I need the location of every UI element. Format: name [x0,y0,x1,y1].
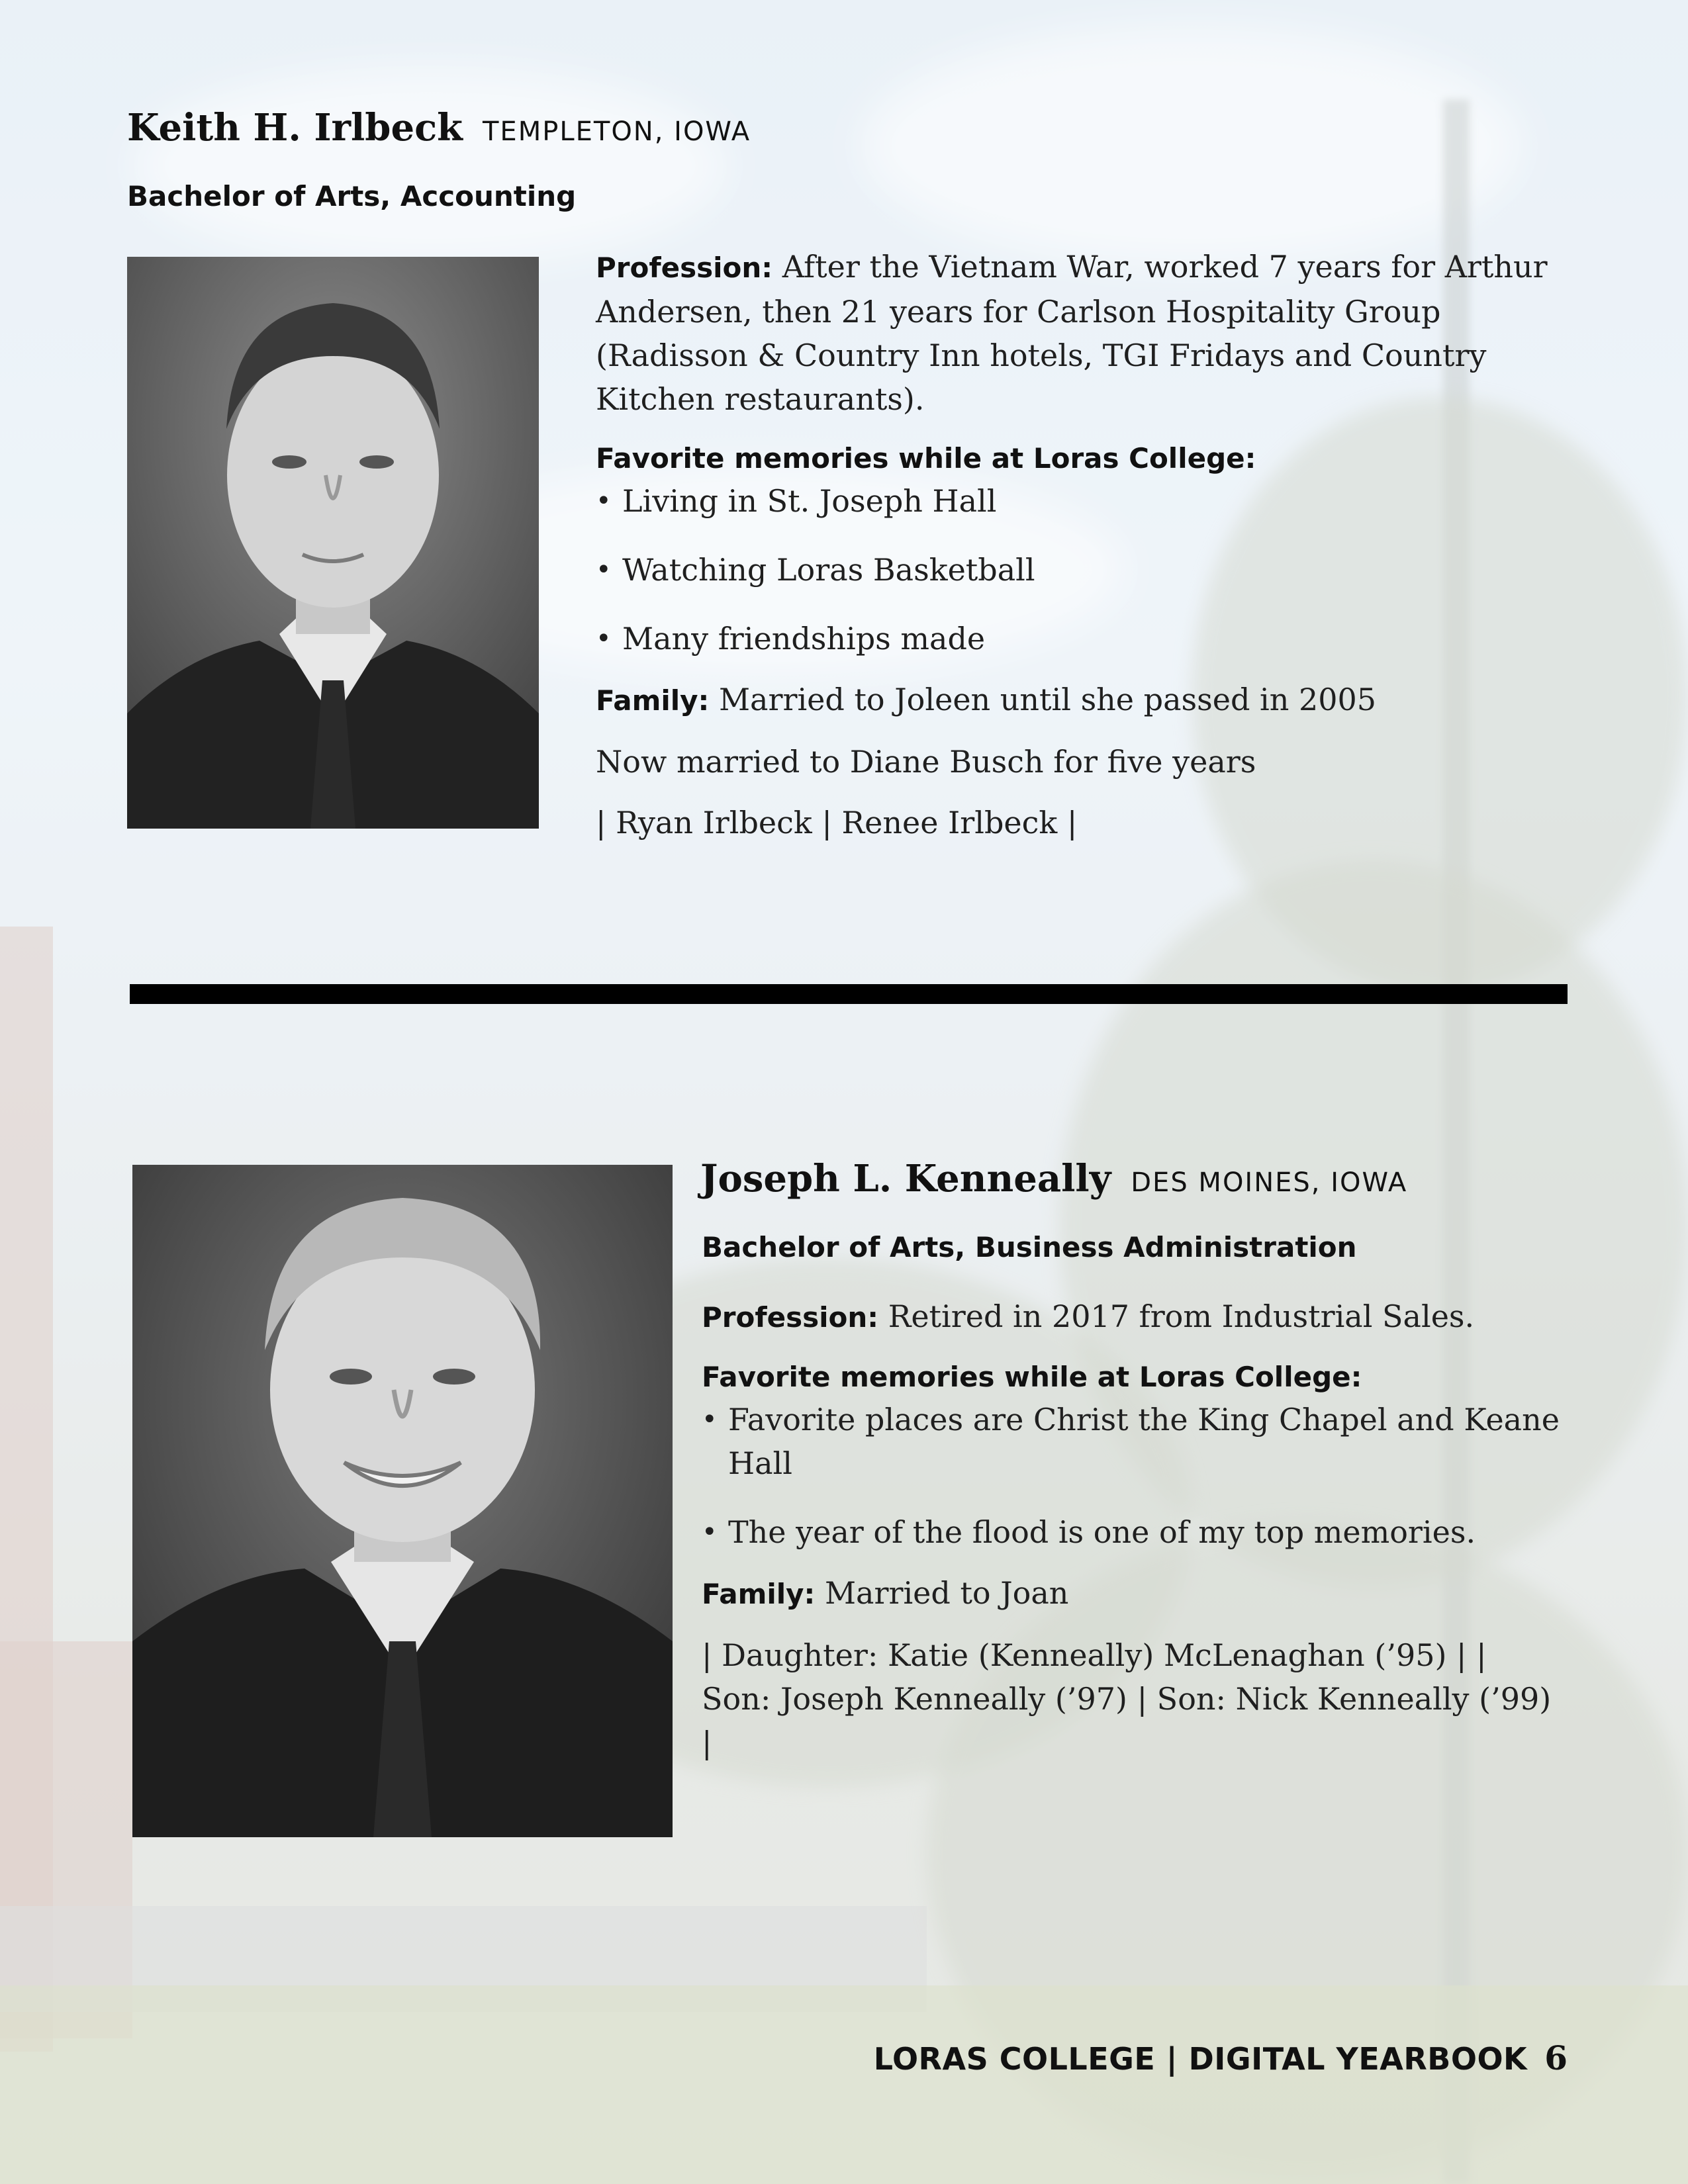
alumnus-2-family [702,1571,1562,1616]
alumnus-1-heading [127,106,751,150]
memories-heading: Favorite memories while at Loras College: [596,442,1256,475]
footer-title: LORAS COLLEGE | DIGITAL YEARBOOK [873,2041,1528,2077]
family-text: Married to Joleen until she passed in 2005 [718,682,1377,717]
list-item: • Living in St. Joseph Hall [596,479,1549,523]
alumnus-2-degree: Bachelor of Arts, Business Administration [702,1231,1357,1263]
page-number: 6 [1544,2038,1568,2077]
family-extra: Now married to Diane Busch for five years [596,744,1256,780]
memories-heading: Favorite memories while at Loras College: [702,1361,1362,1393]
alumnus-1-family [596,678,1549,723]
list-item: • Watching Loras Basketball [596,548,1549,592]
profession-text: Retired in 2017 from Industrial Sales. [888,1298,1475,1334]
memories-list [596,479,1549,660]
alumnus-2-hometown: DES MOINES, IOWA [1131,1167,1408,1198]
list-item: • Many friendships made [596,617,1549,660]
alumnus-2-portrait-photo [132,1165,673,1837]
list-item: • Favorite places are Christ the King Chapel and Keane Hall [702,1398,1562,1485]
profession-text: After the Vietnam War, worked 7 years for Arthur Andersen, then 21 years for Carlson Hospitality Group (Radisson & Country Inn hotels, TGI Fridays and Country Kitchen restaurants). [596,249,1548,417]
children-list: | Ryan Irlbeck | Renee Irlbeck | [596,805,1078,841]
alumnus-2-details [702,1295,1562,1782]
family-label: Family: [702,1578,816,1610]
profession-label: Profession: [702,1301,879,1334]
alumnus-1-portrait-photo [127,257,539,829]
list-item: • The year of the flood is one of my top memories. [702,1510,1562,1554]
alumnus-1-name: Keith H. Irlbeck [127,106,463,150]
alumnus-1-profession [596,245,1549,421]
alumnus-2-heading [700,1157,1407,1201]
profession-label: Profession: [596,251,773,284]
alumnus-1-hometown: TEMPLETON, IOWA [482,116,751,147]
section-divider [130,984,1568,1004]
alumnus-1-degree: Bachelor of Arts, Accounting [127,180,577,212]
alumnus-1-details [596,245,1549,862]
memories-list [702,1398,1562,1554]
page-footer [874,2038,1568,2077]
children-list: | Daughter: Katie (Kenneally) McLenaghan (’95) | | Son: Joseph Kenneally (’97) | Son: Nick Kenneally (’99) | [702,1637,1552,1760]
family-label: Family: [596,684,710,717]
family-text: Married to Joan [824,1575,1069,1611]
alumnus-2-name: Joseph L. Kenneally [700,1157,1111,1201]
alumnus-2-profession [702,1295,1562,1340]
